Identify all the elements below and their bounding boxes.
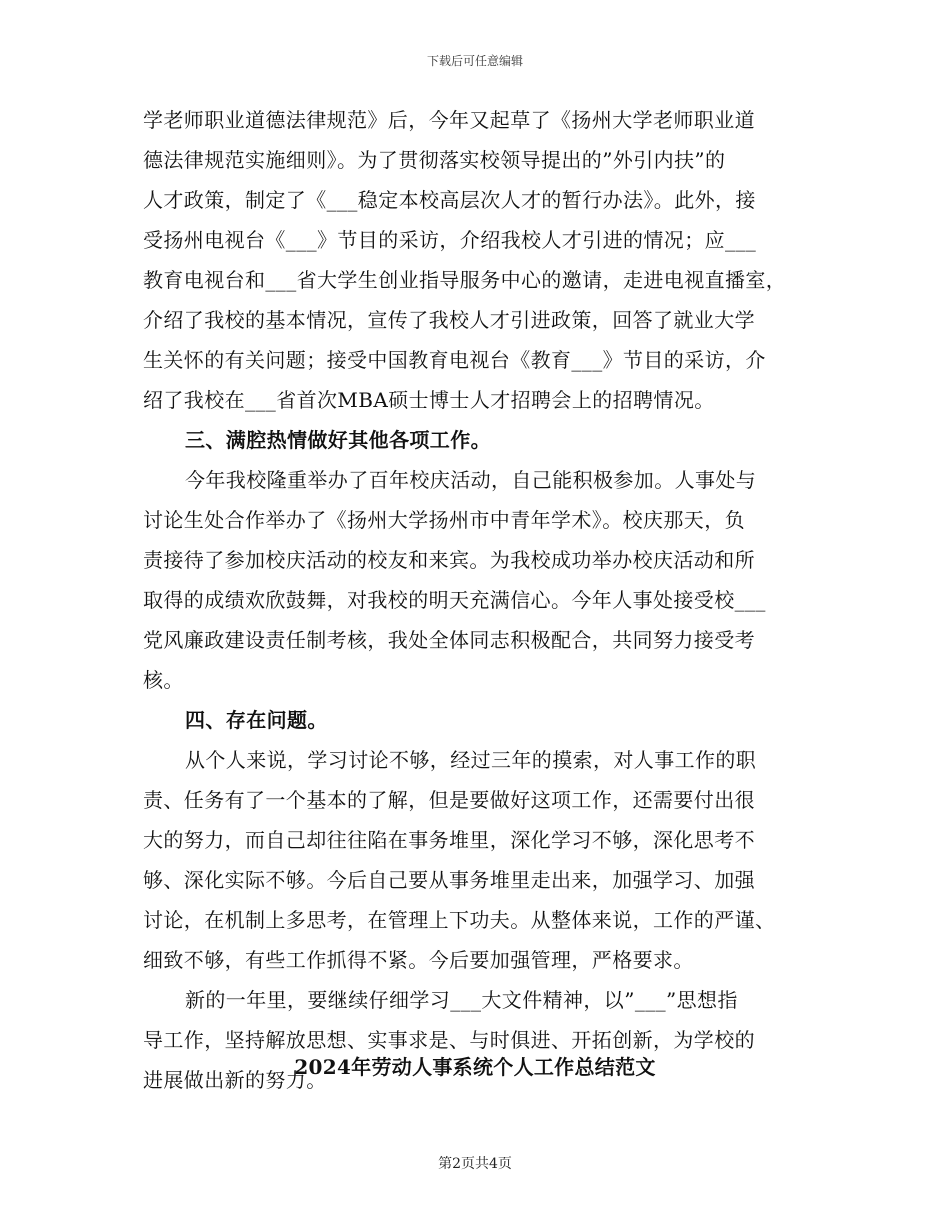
paragraph-section-4	[143, 740, 803, 980]
text-line: 讨论生处合作举办了《扬州大学扬州市中青年学术》。校庆那天，负	[143, 508, 745, 532]
text-line: 细致不够，有些工作抓得不紧。今后要加强管理，严格要求。	[143, 948, 694, 972]
page-footer: 第2页共4页	[438, 1156, 512, 1172]
text-line: 导工作，坚持解放思想、实事求是、与时俱进、开拓创新，为学校的	[143, 1028, 755, 1052]
text-line: 够、深化实际不够。今后自己要从事务堆里走出来，加强学习、加强	[143, 868, 755, 892]
paragraph-intro	[143, 100, 803, 420]
paragraph-section-3	[143, 460, 803, 700]
text-line: 讨论，在机制上多思考，在管理上下功夫。从整体来说，工作的严谨、	[143, 908, 776, 932]
text-line: 绍了我校在___省首次MBA硕士博士人才招聘会上的招聘情况。	[143, 388, 715, 412]
text-line: 党风廉政建设责任制考核，我处全体同志积极配合，共同努力接受考	[143, 628, 755, 652]
text-line: 取得的成绩欢欣鼓舞，对我校的明天充满信心。今年人事处接受校___	[143, 588, 766, 612]
text-line: 新的一年里，要继续仔细学习___大文件精神，以”___”思想指	[185, 988, 738, 1012]
text-line: 人才政策，制定了《___稳定本校高层次人才的暂行办法》。此外，接	[143, 188, 756, 212]
text-line: 责、任务有了一个基本的了解，但是要做好这项工作，还需要付出很	[143, 788, 755, 812]
text-line: 从个人来说，学习讨论不够，经过三年的摸索，对人事工作的职	[185, 748, 757, 772]
text-line: 生关怀的有关问题；接受中国教育电视台《教育___》节目的采访，介	[143, 348, 766, 372]
text-line: 学老师职业道德法律规范》后，今年又起草了《扬州大学老师职业道	[143, 108, 755, 132]
page-header: 下载后可任意编辑	[426, 54, 523, 68]
section-heading-3: 三、满腔热情做好其他各项工作。	[185, 428, 491, 452]
document-title: 2024年劳动人事系统个人工作总结范文	[294, 1055, 656, 1079]
text-line: 受扬州电视台《___》节目的采访，介绍我校人才引进的情况；应___	[143, 228, 757, 252]
text-line: 教育电视台和___省大学生创业指导服务中心的邀请，走进电视直播室，	[143, 268, 787, 292]
text-line: 责接待了参加校庆活动的校友和来宾。为我校成功举办校庆活动和所	[143, 548, 755, 572]
text-line: 介绍了我校的基本情况，宣传了我校人才引进政策，回答了就业大学	[143, 308, 755, 332]
document-body	[143, 100, 803, 1100]
text-line: 今年我校隆重举办了百年校庆活动，自己能积极参加。人事处与	[185, 468, 757, 492]
text-line: 进展做出新的努力。	[143, 1068, 327, 1092]
text-line: 核。	[143, 668, 184, 692]
text-line: 大的努力，而自己却往往陷在事务堆里，深化学习不够，深化思考不	[143, 828, 755, 852]
text-line: 德法律规范实施细则》。为了贯彻落实校领导提出的”外引内扶”的	[143, 148, 726, 172]
section-heading-4: 四、存在问题。	[185, 708, 328, 732]
